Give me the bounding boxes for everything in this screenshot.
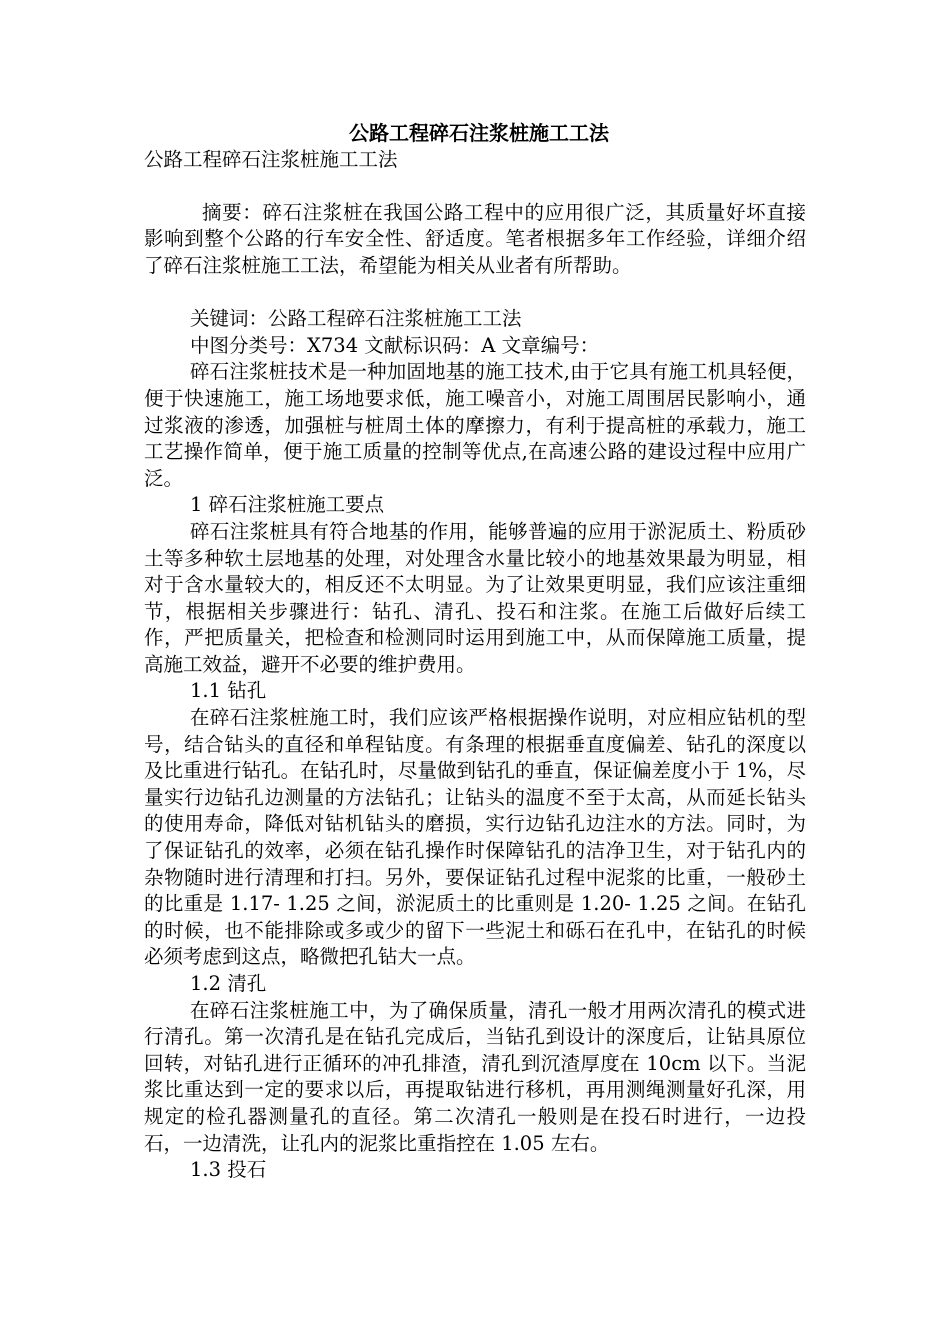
subsection-paragraph: 在碎石注浆桩施工时，我们应该严格根据操作说明，对应相应钻机的型号，结合钻头的直径和单程钻度。有条理的根据垂直度偏差、钻孔的深度以及比重进行钻孔。在钻孔时，尽量做到钻孔的垂直，保证偏差度小于 1%，尽量实行边钻孔边测量的方法钻孔；让钻头的温度不至于太高，从而延长钻头的使用寿命，降低对钻机钻头的磨损，实行边钻孔边注水的方法。同时，为了保证钻孔的效率，必须在钻孔操作时保障钻孔的洁净卫生，对于钻孔内的杂物随时进行清理和打扫。另外，要保证钻孔过程中泥浆的比重，一般砂土的比重是 1.17- 1.25 之间，淤泥质土的比重则是 1.20- 1.25 之间。在钻孔的时候，也不能排除或多或少的留下一些泥土和砾石在孔中，在钻孔的时候必须考虑到这点，略微把孔钻大一点。 <box>144 706 806 969</box>
subsection-paragraph: 在碎石注浆桩施工中，为了确保质量，清孔一般才用两次清孔的模式进行清孔。第一次清孔是在钻孔完成后，当钻孔到设计的深度后，让钻具原位回转，对钻孔进行正循环的冲孔排渣，清孔到沉渣厚度在 10cm 以下。当泥浆比重达到一定的要求以后，再提取钻进行移机，再用测绳测量好孔深，用规定的检孔器测量孔的直径。第二次清孔一般则是在投石时进行，一边投石，一边清洗，让孔内的泥浆比重指控在 1.05 左右。 <box>144 998 806 1155</box>
subsection-heading: 1.1 钻孔 <box>190 679 267 703</box>
section-heading: 1 碎石注浆桩施工要点 <box>190 493 385 517</box>
abstract-paragraph: 摘要：碎石注浆桩在我国公路工程中的应用很广泛，其质量好坏直接影响到整个公路的行车安全性、舒适度。笔者根据多年工作经验，详细介绍了碎石注浆桩施工工法，希望能为相关从业者有所帮助。 <box>144 200 806 277</box>
blank-line <box>144 280 806 307</box>
intro-paragraph: 碎石注浆桩技术是一种加固地基的施工技术,由于它具有施工机具轻便，便于快速施工，施工场地要求低，施工噪音小，对施工周围居民影响小，通过浆液的渗透，加强桩与桩周土体的摩擦力，有利于提高桩的承载力，施工工艺操作简单，便于施工质量的控制等优点,在高速公路的建设过程中应用广泛。 <box>144 360 806 490</box>
document-subtitle: 公路工程碎石注浆桩施工工法 <box>144 147 398 171</box>
document-body <box>144 120 806 1184</box>
blank-line <box>144 173 806 200</box>
keywords-line: 关键词：公路工程碎石注浆桩施工工法 <box>190 307 522 331</box>
classification-line: 中图分类号：X734 文献标识码：A 文章编号： <box>190 333 600 357</box>
page-title: 公路工程碎石注浆桩施工工法 <box>349 121 609 145</box>
subsection-heading: 1.2 清孔 <box>190 972 267 995</box>
section-paragraph: 碎石注浆桩具有符合地基的作用，能够普遍的应用于淤泥质土、粉质砂土等多种软土层地基的处理，对处理含水量比较小的地基效果最为明显，相对于含水量较大的，相反还不太明显。为了让效果更明显，我们应该注重细节，根据相关步骤进行：钻孔、清孔、投石和注浆。在施工后做好后续工作，严把质量关，把检查和检测同时运用到施工中，从而保障施工质量，提高施工效益，避开不必要的维护费用。 <box>144 519 806 676</box>
subsection-heading: 1.3 投石 <box>190 1158 267 1182</box>
